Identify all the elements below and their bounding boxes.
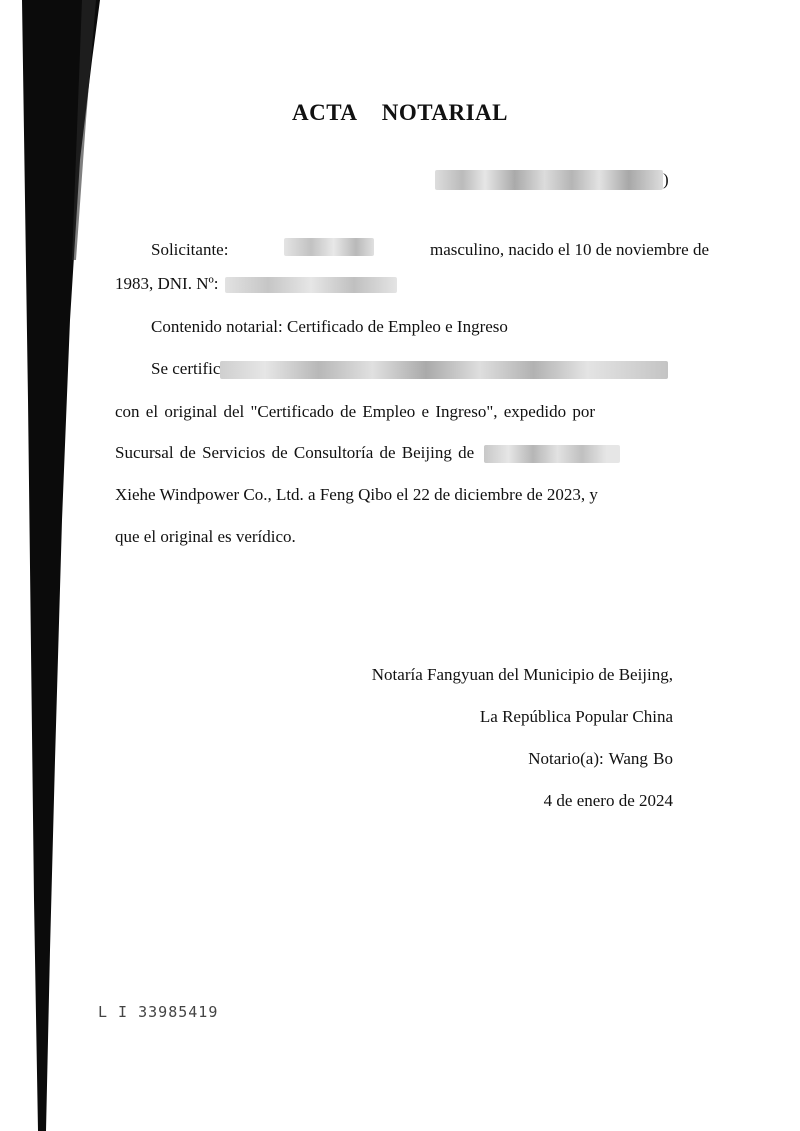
- certify-line-4: Xiehe Windpower Co., Ltd. a Feng Qibo el 22 de diciembre de 2023, y: [115, 485, 598, 504]
- certify-line-3: [115, 441, 673, 465]
- document-title: [0, 100, 800, 126]
- serial-number: L I 33985419: [98, 1003, 219, 1021]
- reference-suffix: ): [663, 170, 669, 189]
- notary-country: La República Popular China: [479, 707, 673, 726]
- applicant-line-1: [115, 238, 709, 262]
- scan-edge-shadow: [22, 0, 102, 1131]
- reference-number-redacted: [435, 170, 675, 196]
- company-line: Sucursal de Servicios de Consultoría de Beijing de: [115, 443, 475, 462]
- certify-line-1: [115, 357, 673, 381]
- id-number-redacted: [225, 277, 397, 293]
- notary-office: Notaría Fangyuan del Municipio de Beijing,: [371, 665, 673, 684]
- certify-text-redacted: [220, 361, 668, 379]
- applicant-name-redacted: [284, 238, 374, 256]
- notary-date: 4 de enero de 2024: [543, 791, 673, 810]
- certify-line-5: que el original es verídico.: [115, 527, 296, 546]
- applicant-line-2: [115, 272, 673, 296]
- notarial-content-line: Contenido notarial: Certificado de Empleo e Ingreso: [151, 317, 508, 336]
- company-name-redacted: [484, 445, 620, 463]
- title-word-1: ACTA: [292, 100, 358, 125]
- certify-line-2: con el original del "Certificado de Empleo e Ingreso", expedido por: [115, 402, 595, 421]
- certify-start: Se certific: [151, 359, 221, 378]
- applicant-details: masculino, nacido el 10 de noviembre de: [430, 240, 709, 259]
- id-label: 1983, DNI. Nº:: [115, 274, 219, 293]
- applicant-label: Solicitante:: [151, 240, 229, 259]
- redaction-block: [435, 170, 663, 190]
- notary-name: Notario(a): Wang Bo: [528, 749, 673, 768]
- title-word-2: NOTARIAL: [381, 100, 508, 125]
